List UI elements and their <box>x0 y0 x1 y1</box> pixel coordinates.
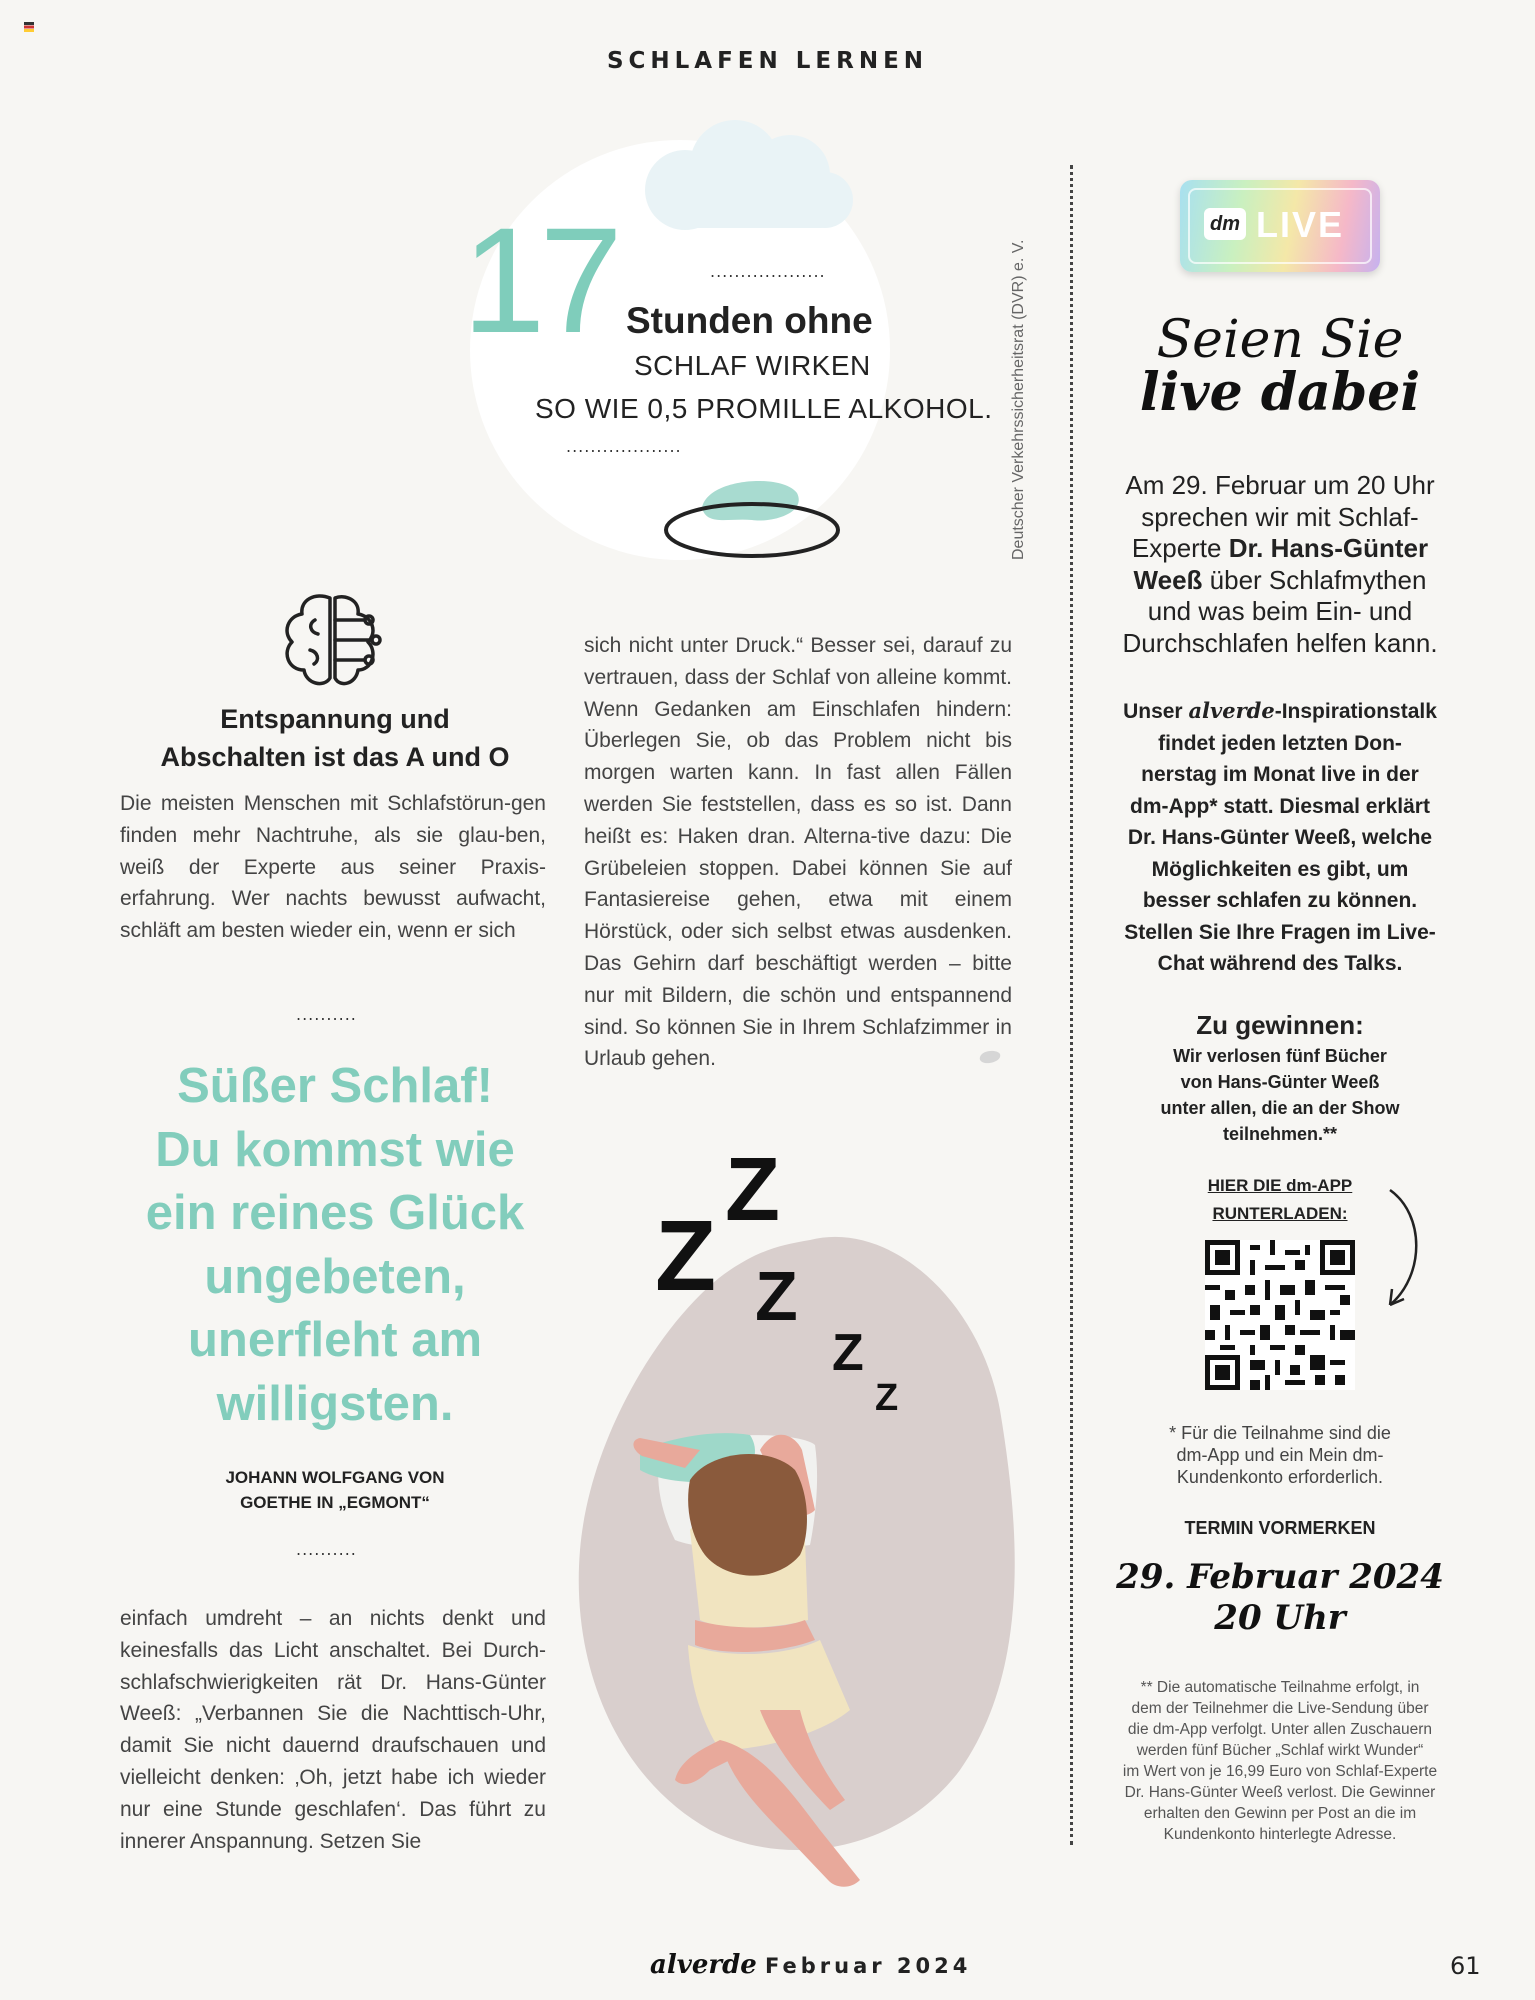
talk-line: nerstag im Monat live in der <box>1141 763 1419 786</box>
footnote-line: Kundenkonto erforderlich. <box>1176 1467 1384 1487</box>
stat-line-3: SO WIE 0,5 PROMILLE ALKOHOL. <box>535 393 993 424</box>
footnote-line: Kundenkonto hinterlegte Adresse. <box>1163 1826 1397 1843</box>
goethe-quote <box>110 1055 560 1436</box>
brain-icon <box>280 590 385 690</box>
talk-line: Dr. Hans-Günter Weeß, welche <box>1127 826 1433 849</box>
stat-dots-bottom: ................... <box>566 437 682 456</box>
quote-line: ungebeten, <box>204 1249 466 1304</box>
magazine-logo: alverde <box>650 1950 757 1980</box>
cloud-icon <box>625 120 865 240</box>
source-credit: Deutscher Verkehrssicherheitsrat (DVR) e. V. <box>1010 239 1027 560</box>
prize-line: unter allen, die an der Show <box>1160 1098 1400 1118</box>
dm-live-badge <box>1180 180 1380 272</box>
intro-line: und was beim Ein- und <box>1147 596 1413 626</box>
issue-date: Februar 2024 <box>765 1954 972 1978</box>
quote-author-line: JOHANN WOLFGANG VON <box>225 1468 445 1487</box>
download-line[interactable]: RUNTERLADEN: <box>1212 1204 1348 1223</box>
section-heading-line-2: Abschalten ist das A und O <box>160 742 510 772</box>
left-body-text-2: einfach umdreht – an nichts denkt und keinesfalls das Licht anschaltet. Bei Durch-schlafschwierigkeiten rät Dr. Hans-Günter Weeß: „Verbannen Sie die Nachttisch-Uhr, damit Sie nicht dauernd draufschauen und vielleicht denken: ‚Oh, jetzt habe ich wieder nur eine Stunde geschlafen‘. Das führt zu innerer Anspannung. Setzen Sie <box>120 1607 546 1853</box>
quote-dots-top: .......... <box>296 1005 357 1024</box>
stat-dots-top: ................... <box>710 262 826 281</box>
footnote-line: dm-App und ein Mein dm- <box>1176 1445 1384 1465</box>
intro-line: Am 29. Februar um 20 Uhr <box>1125 470 1435 500</box>
intro-line: Weeß über Schlafmythen <box>1133 564 1427 595</box>
quote-line: ein reines Glück <box>145 1186 525 1240</box>
footnote-line: Dr. Hans-Günter Weeß verlost. Die Gewinner <box>1124 1784 1436 1801</box>
section-label: SCHLAFEN LERNEN <box>606 48 929 74</box>
prize-line: teilnehmen.** <box>1222 1124 1338 1144</box>
quote-dots-bottom: .......... <box>296 1540 357 1559</box>
quote-line: Süßer Schlaf! <box>177 1059 493 1113</box>
column-divider <box>1070 165 1073 1845</box>
flag-icon <box>24 22 34 32</box>
intro-line: Durchschlafen helfen kann. <box>1122 627 1438 658</box>
footnote-line: im Wert von je 16,99 Euro von Schlaf-Experte <box>1122 1763 1438 1780</box>
stat-line-1: Stunden ohne <box>626 300 873 341</box>
dm-logo: dm <box>1204 208 1246 240</box>
event-date <box>1090 1557 1470 1639</box>
quote-line: willigsten. <box>216 1376 454 1431</box>
left-body-text-1: Die meisten Menschen mit Schlafstörun-gen finden mehr Nachtruhe, als sie glau-ben, weiß der Experte aus seiner Praxis-erfahrung. Wer nachts bewusst aufwacht, schläft am besten wieder ein, wenn er sich <box>120 792 546 943</box>
prize-line: Wir verlosen fünf Bücher <box>1173 1046 1387 1066</box>
live-title-line-2: live dabei <box>1139 362 1421 423</box>
footnote-line: werden fünf Bücher „Schlaf wirkt Wunder“ <box>1136 1742 1424 1759</box>
footnote-line: die dm-App verfolgt. Unter allen Zuschauern <box>1127 1721 1433 1738</box>
event-intro <box>1090 470 1470 659</box>
prize-line: von Hans-Günter Weeß <box>1180 1072 1380 1092</box>
talk-line: Stellen Sie Ihre Fragen im Live- <box>1124 920 1436 944</box>
end-mark-icon <box>977 1048 1003 1066</box>
page-number: 61 <box>1450 1952 1481 1980</box>
talk-description <box>1090 695 1470 980</box>
footnote-line: * Für die Teilnahme sind die <box>1169 1423 1391 1443</box>
talk-line: dm-App* statt. Diesmal erklärt <box>1130 794 1430 818</box>
event-time-line: 20 Uhr <box>1214 1598 1346 1638</box>
participation-footnote <box>1090 1422 1470 1488</box>
footnote-line: erhalten den Gewinn per Post an die im <box>1143 1805 1417 1822</box>
curved-arrow-icon <box>1380 1185 1430 1315</box>
footnote-line: dem der Teilnehmer die Live-Sendung über <box>1131 1700 1429 1717</box>
talk-line: besser schlafen zu können. <box>1142 889 1418 912</box>
quote-author-line: GOETHE IN „EGMONT“ <box>240 1493 430 1512</box>
zzz-letter: Z <box>725 1150 780 1240</box>
zzz-letter: Z <box>875 1377 899 1419</box>
quote-line: Du kommst wie <box>155 1122 515 1177</box>
talk-line: Möglichkeiten es gibt, um <box>1151 857 1409 881</box>
quote-author <box>110 1465 560 1515</box>
live-title-line-1: Seien Sie <box>1156 310 1404 370</box>
live-label: LIVE <box>1256 204 1345 245</box>
intro-line: Experte Dr. Hans-Günter <box>1131 533 1429 563</box>
prize-text <box>1090 1043 1470 1147</box>
event-date-line: 29. Februar 2024 <box>1116 1557 1444 1597</box>
middle-body-text: sich nicht unter Druck.“ Besser sei, darauf zu vertrauen, dass der Schlaf von alleine kommt. Wenn Gedanken am Einschlafen hindern: Überlegen Sie, ob das Problem nicht bis morgen warten kann. In fast allen Fällen werden Sie feststellen, dass es so ist. Dann heißt es: Haken dran. Alterna-tive dazu: Die Grübeleien stoppen. Dabei können Sie auf Fantasiereise gehen, etwa mit einem Hörstück, oder sich selbst etwas ausdenken. Das Gehirn darf beschäftigt werden – bitte nur mit Bildern, die schön und entspannend sind. So können Sie in Ihrem Schlafzimmer in Urlaub gehen. <box>584 634 1012 1071</box>
quote-line: unerfleht am <box>187 1313 483 1367</box>
zzz-letter: Z <box>832 1324 864 1382</box>
save-date-label: TERMIN VORMERKEN <box>1184 1518 1376 1538</box>
sleeping-woman-illustration <box>560 1150 1030 1890</box>
talk-line: findet jeden letzten Don- <box>1158 731 1402 755</box>
raffle-footnote <box>1090 1677 1470 1845</box>
intro-line: sprechen wir mit Schlaf- <box>1141 501 1419 532</box>
stat-line-2: SCHLAF WIRKEN <box>634 350 871 381</box>
stat-number: 17 <box>462 196 617 364</box>
qr-code[interactable] <box>1205 1240 1355 1390</box>
footnote-line: ** Die automatische Teilnahme erfolgt, in <box>1140 1679 1420 1696</box>
zzz-letter: Z <box>755 1257 798 1335</box>
section-heading-line-1: Entspannung und <box>220 704 450 734</box>
download-line[interactable]: HIER DIE dm-APP <box>1207 1176 1353 1195</box>
talk-line: Unser alverde-Inspirationstalk <box>1123 698 1437 723</box>
talk-line: Chat während des Talks. <box>1157 952 1403 975</box>
zzz-letter: Z <box>655 1200 717 1312</box>
sleep-mask-icon <box>662 468 842 568</box>
prize-heading: Zu gewinnen: <box>1196 1010 1364 1040</box>
